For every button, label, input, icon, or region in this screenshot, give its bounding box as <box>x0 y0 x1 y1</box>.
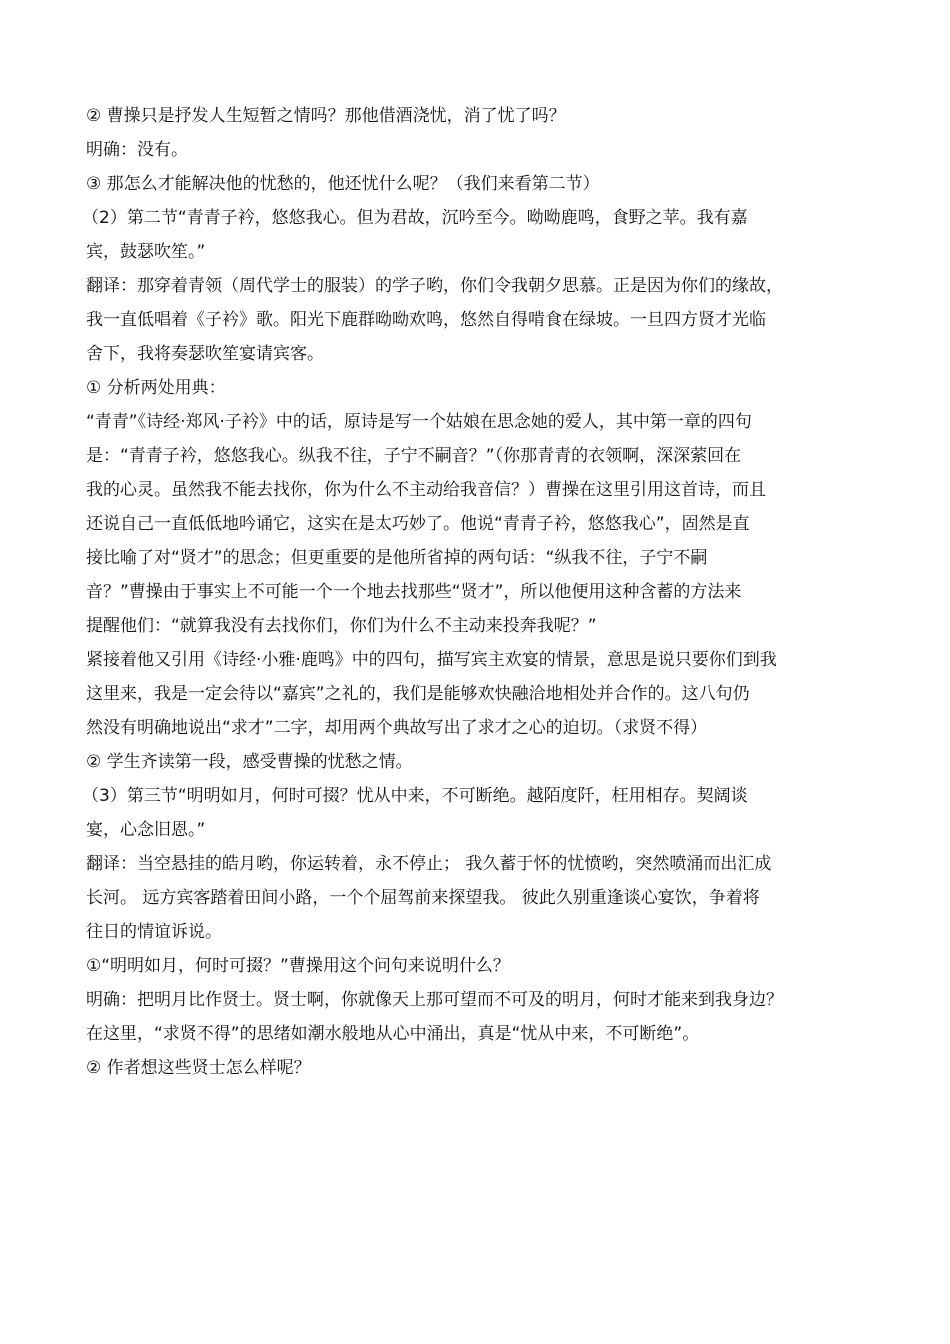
text-line: 舍下，我将奏瑟吹笙宴请宾客。 <box>86 344 324 364</box>
text-line: 接比喻了对“贤才”的思念；但更重要的是他所省掉的两句话：“纵我不往，子宁不嗣 <box>86 548 708 568</box>
text-line: 我一直低唱着《子衿》歌。阳光下鹿群呦呦欢鸣，悠然自得啃食在绿坡。一旦四方贤才光临 <box>86 310 766 330</box>
text-line: 然没有明确地说出“求才”二字，却用两个典故写出了求才之心的迫切。（求贤不得） <box>86 718 708 738</box>
text-line: 紧接着他又引用《诗经·小雅·鹿鸣》中的四句，描写宾主欢宴的情景，意思是说只要你们到我 <box>86 650 777 670</box>
text-line: 这里来，我是一定会待以“嘉宾”之礼的，我们是能够欢快融洽地相处并合作的。这八句仍 <box>86 684 750 704</box>
text-line: 往日的情谊诉说。 <box>86 922 222 942</box>
question-line: ② 曹操只是抒发人生短暂之情吗？那他借酒浇忧，消了忧了吗？ <box>86 106 566 126</box>
translation-line: 翻译：当空悬挂的皓月哟，你运转着，永不停止； 我久蓄于怀的忧愤哟，突然喷涌而出汇成 <box>86 854 772 874</box>
text-line: 在这里，“求贤不得”的思绪如潮水般地从心中涌出，真是“忧从中来，不可断绝”。 <box>86 1024 700 1044</box>
question-line: ② 作者想这些贤士怎么样呢？ <box>86 1058 311 1078</box>
text-line: 宾，鼓瑟吹笙。” <box>86 242 206 262</box>
text-line: 长河。 远方宾客踏着田间小路，一个个屈驾前来探望我。 彼此久别重逢谈心宴饮，争着将 <box>86 888 760 908</box>
text-line: 音？”曹操由于事实上不可能一个一个地去找那些“贤才”，所以他便用这种含蓄的方法来 <box>86 582 742 602</box>
answer-line: 明确：没有。 <box>86 140 188 160</box>
document-body <box>82 103 868 1089</box>
question-line: ①“明明如月，何时可掇？”曹操用这个问句来说明什么？ <box>86 956 510 976</box>
text-line: 提醒他们：“就算我没有去找你们，你们为什么不主动来投奔我呢？” <box>86 616 597 636</box>
answer-line: 明确：把明月比作贤士。贤士啊，你就像天上那可望而不可及的明月，何时才能来到我身边？ <box>86 990 783 1010</box>
text-line: 是：“青青子衿，悠悠我心。纵我不往，子宁不嗣音？”（你那青青的衣领啊，深深萦回在 <box>86 446 742 466</box>
question-line: ① 分析两处用典： <box>86 378 226 398</box>
translation-line: 翻译：那穿着青领（周代学士的服装）的学子哟，你们令我朝夕思慕。正是因为你们的缘故， <box>86 276 783 296</box>
text-line: 还说自己一直低低地吟诵它，这实在是太巧妙了。他说“青青子衿，悠悠我心”，固然是直 <box>86 514 750 534</box>
question-line: ② 学生齐读第一段，感受曹操的忧愁之情。 <box>86 752 413 772</box>
text-line: 宴，心念旧恩。” <box>86 820 206 840</box>
text-line: 我的心灵。虽然我不能去找你，你为什么不主动给我音信？）曹操在这里引用这首诗，而且 <box>86 480 766 500</box>
section-heading-line: （2）第二节“青青子衿，悠悠我心。但为君故，沉吟至今。呦呦鹿鸣，食野之苹。我有嘉 <box>82 208 748 228</box>
text-line: “青青”《诗经·郑风·子衿》中的话，原诗是写一个姑娘在思念她的爱人，其中第一章的四句 <box>86 412 752 432</box>
question-line: ③ 那怎么才能解决他的忧愁的，他还忧什么呢？（我们来看第二节） <box>86 174 600 194</box>
section-heading-line: （3）第三节“明明如月，何时可掇？忧从中来，不可断绝。越陌度阡，枉用相存。契阔谈 <box>82 786 748 806</box>
